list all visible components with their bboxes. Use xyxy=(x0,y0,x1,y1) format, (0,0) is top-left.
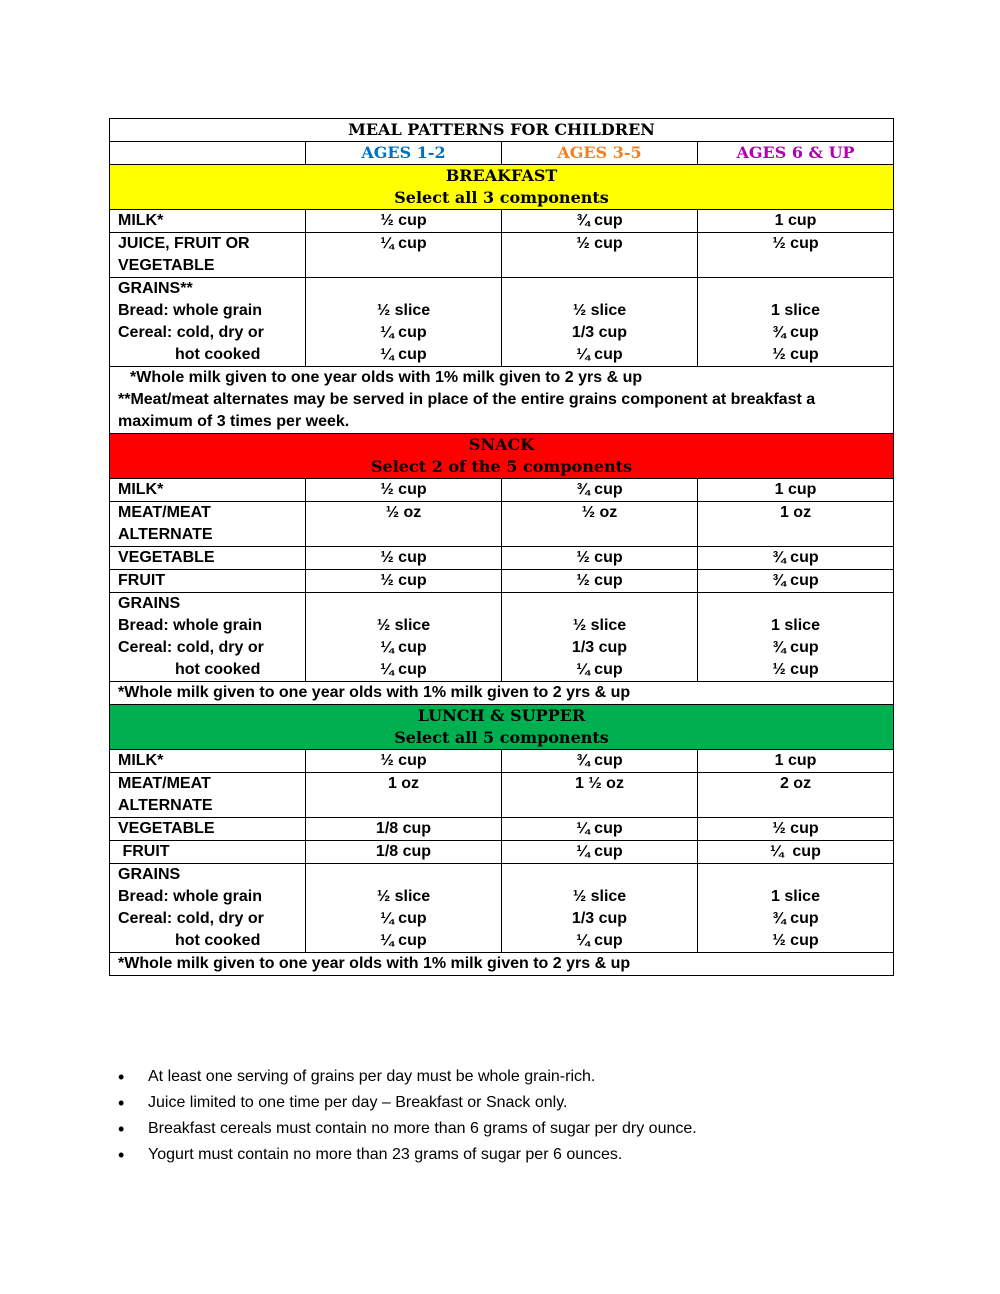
snack-grains-row xyxy=(110,593,894,682)
breakfast-grains-row xyxy=(110,278,894,367)
row-label: MILK* xyxy=(110,750,306,773)
value-cell xyxy=(502,593,698,682)
age-header-3-5: AGES 3-5 xyxy=(502,142,698,165)
value-cell: ¼ cup xyxy=(306,233,502,278)
row-label-line: VEGETABLE xyxy=(118,257,215,274)
row-label-line: MEAT/MEAT xyxy=(118,504,211,521)
snack-header-row xyxy=(110,434,894,479)
value-cell xyxy=(306,864,502,953)
row-label-line: MEAT/MEAT xyxy=(118,775,211,792)
page-title: MEAL PATTERNS FOR CHILDREN xyxy=(110,119,894,142)
value-cell xyxy=(502,278,698,367)
value-cell: ¾ cup xyxy=(502,479,698,502)
bread-label: Bread: whole grain xyxy=(118,617,263,634)
value-cell: ¾ cup xyxy=(502,210,698,233)
footnote: *Whole milk given to one year olds with 1% milk given to 2 yrs & up xyxy=(130,369,643,386)
row-label xyxy=(110,864,306,953)
value-cell: ½ cup xyxy=(502,233,698,278)
value-cell xyxy=(698,278,894,367)
value-line: ½ slice xyxy=(572,617,627,634)
value-line: 1 slice xyxy=(771,617,820,634)
value-cell: ¼ cup xyxy=(502,841,698,864)
lunch-section-header xyxy=(110,705,894,750)
value-line: 1 slice xyxy=(771,302,820,319)
breakfast-notes-row xyxy=(110,367,894,434)
value-cell: ½ cup xyxy=(306,210,502,233)
hot-cooked-label: hot cooked xyxy=(175,661,261,678)
row-label-line: ALTERNATE xyxy=(118,797,213,814)
value-cell: 1 ½ oz xyxy=(502,773,698,818)
value-line: ¼ cup xyxy=(380,661,427,678)
snack-notes-row xyxy=(110,682,894,705)
value-line: ½ slice xyxy=(376,888,431,905)
value-line: ¼ cup xyxy=(576,932,623,949)
list-item: • Yogurt must contain no more than 23 grams of sugar per 6 ounces. xyxy=(118,1144,697,1170)
row-label: FRUIT xyxy=(110,841,306,864)
hot-cooked-label: hot cooked xyxy=(175,932,261,949)
snack-fruit-row xyxy=(110,570,894,593)
row-label xyxy=(110,233,306,278)
breakfast-subtitle: Select all 3 components xyxy=(394,188,609,207)
value-cell: 1 cup xyxy=(698,210,894,233)
snack-vegetable-row xyxy=(110,547,894,570)
snack-section-header xyxy=(110,434,894,479)
value-line: ¼ cup xyxy=(380,932,427,949)
value-line: ½ slice xyxy=(376,302,431,319)
row-label xyxy=(110,278,306,367)
value-cell: ½ cup xyxy=(698,233,894,278)
value-cell: ½ cup xyxy=(502,547,698,570)
cereal-label: Cereal: cold, dry or xyxy=(118,324,264,341)
value-line: ¾ cup xyxy=(772,324,819,341)
bread-label: Bread: whole grain xyxy=(118,888,263,905)
value-cell xyxy=(502,864,698,953)
lunch-milk-row xyxy=(110,750,894,773)
bread-label: Bread: whole grain xyxy=(118,302,263,319)
age-header-1-2: AGES 1-2 xyxy=(306,142,502,165)
value-line: 1/3 cup xyxy=(571,910,628,927)
value-cell: 1 cup xyxy=(698,479,894,502)
lunch-notes-row xyxy=(110,953,894,976)
row-label xyxy=(110,593,306,682)
row-label-line: JUICE, FRUIT OR xyxy=(118,235,250,252)
row-label: VEGETABLE xyxy=(110,547,306,570)
footnote: **Meat/meat alternates may be served in place of the entire grains component at breakfast a xyxy=(118,391,816,408)
value-line: ½ slice xyxy=(572,888,627,905)
value-cell: ½ cup xyxy=(306,570,502,593)
value-cell: ¾ cup xyxy=(502,750,698,773)
rules-list xyxy=(118,1066,697,1170)
lunch-header-row xyxy=(110,705,894,750)
list-item: • Breakfast cereals must contain no more than 6 grams of sugar per dry ounce. xyxy=(118,1118,697,1144)
row-label: VEGETABLE xyxy=(110,818,306,841)
value-cell: ½ cup xyxy=(306,547,502,570)
value-cell: 2 oz xyxy=(698,773,894,818)
lunch-fruit-row xyxy=(110,841,894,864)
value-cell: ½ cup xyxy=(502,570,698,593)
value-cell: 1 oz xyxy=(698,502,894,547)
hot-cooked-label: hot cooked xyxy=(175,346,261,363)
list-item: • Juice limited to one time per day – Breakfast or Snack only. xyxy=(118,1092,697,1118)
grains-label: GRAINS** xyxy=(118,280,193,297)
row-label: FRUIT xyxy=(110,570,306,593)
footnote: *Whole milk given to one year olds with 1% milk given to 2 yrs & up xyxy=(110,953,894,976)
row-label xyxy=(110,773,306,818)
footnote: maximum of 3 times per week. xyxy=(118,413,350,430)
breakfast-title: BREAKFAST xyxy=(445,166,558,185)
title-row xyxy=(110,119,894,142)
value-line: ¼ cup xyxy=(380,324,427,341)
value-line: ¼ cup xyxy=(576,661,623,678)
lunch-subtitle: Select all 5 components xyxy=(394,728,609,747)
value-cell: 1 cup xyxy=(698,750,894,773)
value-cell xyxy=(698,864,894,953)
value-cell xyxy=(698,593,894,682)
snack-milk-row xyxy=(110,479,894,502)
value-cell: ½ cup xyxy=(306,750,502,773)
breakfast-juice-row xyxy=(110,233,894,278)
value-line: ½ cup xyxy=(772,661,819,678)
row-label xyxy=(110,502,306,547)
lunch-vegetable-row xyxy=(110,818,894,841)
breakfast-header-row xyxy=(110,165,894,210)
value-line: ¼ cup xyxy=(576,346,623,363)
value-line: ½ slice xyxy=(572,302,627,319)
value-line: ½ cup xyxy=(772,932,819,949)
value-cell xyxy=(306,593,502,682)
value-line: ¾ cup xyxy=(772,639,819,656)
cereal-label: Cereal: cold, dry or xyxy=(118,639,264,656)
lunch-grains-row xyxy=(110,864,894,953)
row-label: MILK* xyxy=(110,479,306,502)
value-line: ½ slice xyxy=(376,617,431,634)
row-label: MILK* xyxy=(110,210,306,233)
snack-meat-row xyxy=(110,502,894,547)
value-cell: 1 oz xyxy=(306,773,502,818)
value-line: ¼ cup xyxy=(380,910,427,927)
value-cell: ¼ cup xyxy=(502,818,698,841)
value-cell: ½ cup xyxy=(306,479,502,502)
value-line: ½ cup xyxy=(772,346,819,363)
lunch-meat-row xyxy=(110,773,894,818)
grains-label: GRAINS xyxy=(118,866,181,883)
age-header-row xyxy=(110,142,894,165)
value-cell: ½ cup xyxy=(698,818,894,841)
breakfast-notes xyxy=(110,367,894,434)
value-line: 1/3 cup xyxy=(571,324,628,341)
empty-header-cell xyxy=(110,142,306,165)
grains-label: GRAINS xyxy=(118,595,181,612)
meal-pattern-table xyxy=(109,118,894,976)
value-line: ¼ cup xyxy=(380,346,427,363)
value-line: ¼ cup xyxy=(380,639,427,656)
age-header-6-up: AGES 6 & UP xyxy=(698,142,894,165)
lunch-title: LUNCH & SUPPER xyxy=(417,706,586,725)
footnote: *Whole milk given to one year olds with 1% milk given to 2 yrs & up xyxy=(110,682,894,705)
value-line: 1 slice xyxy=(771,888,820,905)
value-cell: ½ oz xyxy=(502,502,698,547)
snack-title: SNACK xyxy=(468,435,535,454)
value-cell xyxy=(306,278,502,367)
breakfast-milk-row xyxy=(110,210,894,233)
list-item: • At least one serving of grains per day must be whole grain-rich. xyxy=(118,1066,697,1092)
value-cell: ¼ cup xyxy=(698,841,894,864)
value-cell: ¾ cup xyxy=(698,570,894,593)
row-label-line: ALTERNATE xyxy=(118,526,213,543)
value-line: 1/3 cup xyxy=(571,639,628,656)
value-cell: 1/8 cup xyxy=(306,818,502,841)
breakfast-section-header xyxy=(110,165,894,210)
value-cell: ½ oz xyxy=(306,502,502,547)
value-cell: ¾ cup xyxy=(698,547,894,570)
value-line: ¾ cup xyxy=(772,910,819,927)
value-cell: 1/8 cup xyxy=(306,841,502,864)
snack-subtitle: Select 2 of the 5 components xyxy=(370,457,633,476)
cereal-label: Cereal: cold, dry or xyxy=(118,910,264,927)
